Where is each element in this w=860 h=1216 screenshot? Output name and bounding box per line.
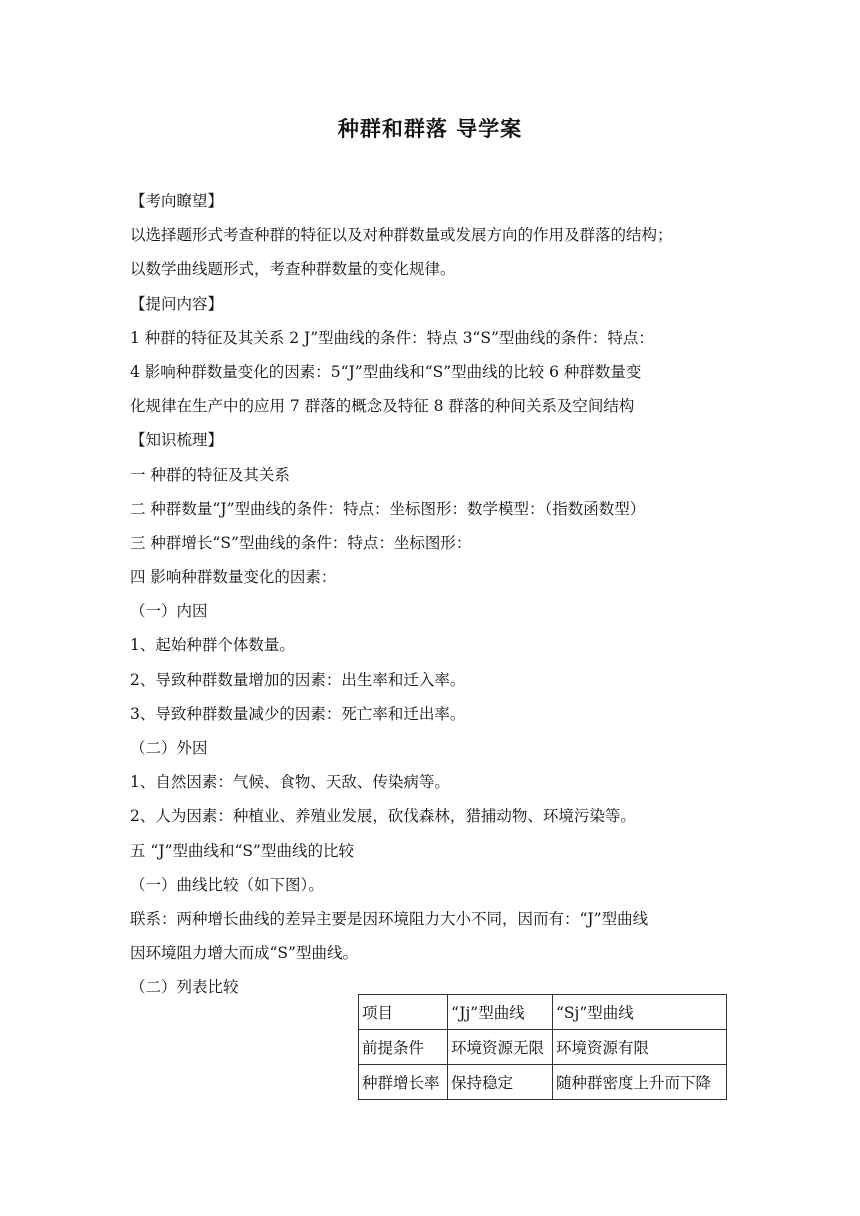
- section-heading-outlook: 【考向瞭望】: [130, 192, 224, 210]
- paragraph-line: 二 种群数量“J”型曲线的条件：特点：坐标图形：数学模型：（指数函数型）: [130, 499, 646, 518]
- paragraph-line: 2、人为因素：种植业、养殖业发展，砍伐森林，猎捕动物、环境污染等。: [130, 807, 636, 826]
- paragraph-line: 4 影响种群数量变化的因素：5“J”型曲线和“S”型曲线的比较 6 种群数量变: [130, 362, 642, 381]
- paragraph-line: 三 种群增长“S”型曲线的条件：特点：坐标图形：: [130, 533, 472, 552]
- paragraph-line: 因环境阻力增大而成“S”型曲线。: [130, 944, 358, 963]
- paragraph-line: 一 种群的特征及其关系: [130, 465, 290, 484]
- paragraph-line: （二）外因: [130, 739, 208, 757]
- table-cell: 保持稳定: [448, 1065, 553, 1100]
- paragraph-line: 联系：两种增长曲线的差异主要是因环境阻力大小不同，因而有：“J”型曲线: [130, 909, 649, 928]
- table-row: [359, 995, 727, 1030]
- table-row: [359, 1030, 727, 1065]
- section-heading-knowledge: 【知识梳理】: [130, 431, 224, 450]
- paragraph-line: 五 “J”型曲线和“S”型曲线的比较: [130, 841, 354, 860]
- document-body: [130, 184, 735, 1005]
- paragraph-line: 以选择题形式考查种群的特征以及对种群数量或发展方向的作用及群落的结构；: [130, 226, 673, 245]
- paragraph-line: 1 种群的特征及其关系 2 J”型曲线的条件：特点 3“S”型曲线的条件：特点：: [130, 328, 654, 347]
- table-cell: “Sj”型曲线: [553, 995, 727, 1030]
- paragraph-line: 以数学曲线题形式，考查种群数量的变化规律。: [130, 260, 456, 279]
- comparison-table: [358, 994, 727, 1100]
- table-cell: 环境资源无限: [448, 1030, 553, 1065]
- table-cell: 随种群密度上升而下降: [553, 1065, 727, 1100]
- table-row: [359, 1065, 727, 1100]
- table-cell: 种群增长率: [359, 1065, 448, 1100]
- paragraph-line: （二）列表比较: [130, 978, 239, 997]
- table-cell: 项目: [359, 995, 448, 1030]
- section-heading-questions: 【提问内容】: [130, 294, 224, 313]
- document-title: 种群和群落 导学案: [337, 116, 523, 141]
- paragraph-line: 2、导致种群数量增加的因素：出生率和迁入率。: [130, 670, 466, 689]
- table-cell: 环境资源有限: [553, 1030, 727, 1065]
- paragraph-line: 1、起始种群个体数量。: [130, 636, 295, 655]
- paragraph-line: 化规律在生产中的应用 7 群落的概念及特征 8 群落的种间关系及空间结构: [130, 397, 635, 416]
- paragraph-line: （一）内因: [130, 602, 208, 621]
- paragraph-line: 四 影响种群数量变化的因素：: [130, 568, 337, 587]
- paragraph-line: 3、导致种群数量减少的因素：死亡率和迁出率。: [130, 704, 466, 723]
- paragraph-line: 1、自然因素：气候、食物、天敌、传染病等。: [130, 773, 450, 792]
- table-cell: 前提条件: [359, 1030, 448, 1065]
- table-cell: “Jj”型曲线: [448, 995, 553, 1030]
- paragraph-line: （一）曲线比较（如下图）。: [130, 875, 324, 894]
